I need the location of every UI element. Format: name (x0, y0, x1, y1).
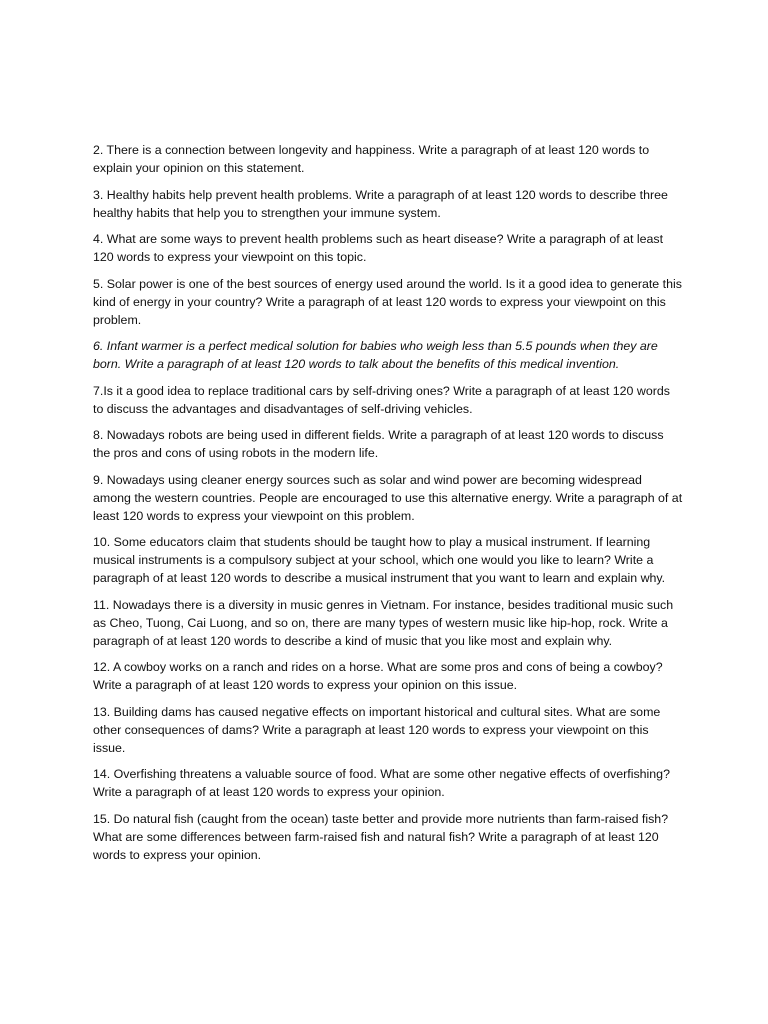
question-15: 15. Do natural fish (caught from the ocean) taste better and provide more nutrients than farm-raised fish? What are some differences between farm-raised fish and natural fish? Write a paragraph of at least 120 words to express your opinion. (93, 811, 669, 862)
question-13: 13. Building dams has caused negative effects on important historical and cultural sites. What are some other consequences of dams? Write a paragraph at least 120 words to express your viewpoint on this issue. (93, 704, 661, 755)
question-2: 2. There is a connection between longevity and happiness. Write a paragraph of at least 120 words to explain your opinion on this statement. (93, 143, 650, 175)
question-4: 4. What are some ways to prevent health problems such as heart disease? Write a paragraph of at least 120 words to express your viewpoint on this topic. (93, 232, 664, 264)
question-9: 9. Nowadays using cleaner energy sources such as solar and wind power are becoming widespread among the western countries. People are encouraged to use this alternative energy. Write a paragraph of at least 120 words to express your viewpoint on this problem. (93, 472, 683, 523)
question-5: 5. Solar power is one of the best sources of energy used around the world. Is it a good idea to generate this kind of energy in your country? Write a paragraph of at least 120 words to express your viewpoint on this problem. (93, 276, 682, 327)
question-3: 3. Healthy habits help prevent health problems. Write a paragraph of at least 120 words to describe three healthy habits that help you to strengthen your immune system. (93, 187, 668, 220)
question-8: 8. Nowadays robots are being used in different fields. Write a paragraph of at least 120 words to discuss the pros and cons of using robots in the modern life. (93, 428, 664, 460)
question-10: 10. Some educators claim that students should be taught how to play a musical instrument. If learning musical instruments is a compulsory subject at your school, which one would you like to learn? Write a paragraph of at least 120 words to describe a musical instrument that you want to learn and explain why. (93, 535, 666, 585)
question-7: 7.Is it a good idea to replace traditional cars by self-driving ones? Write a paragraph of at least 120 words to discuss the advantages and disadvantages of self-driving vehicles. (93, 383, 670, 416)
question-12: 12. A cowboy works on a ranch and rides on a horse. What are some pros and cons of being a cowboy? Write a paragraph of at least 120 words to express your opinion on this issue. (93, 660, 663, 692)
question-6: 6. Infant warmer is a perfect medical solution for babies who weigh less than 5.5 pounds when they are born. Write a paragraph of at least 120 words to talk about the benefits of this medical invention. (93, 339, 658, 371)
question-list (93, 141, 683, 872)
question-14: 14. Overfishing threatens a valuable source of food. What are some other negative effects of overfishing? Write a paragraph of at least 120 words to express your opinion. (93, 767, 670, 799)
question-11: 11. Nowadays there is a diversity in music genres in Vietnam. For instance, besides traditional music such as Cheo, Tuong, Cai Luong, and so on, there are many types of western music like hip-hop, rock. Write a paragraph of at least 120 words to describe a kind of music that you like most and explain why. (93, 597, 674, 648)
